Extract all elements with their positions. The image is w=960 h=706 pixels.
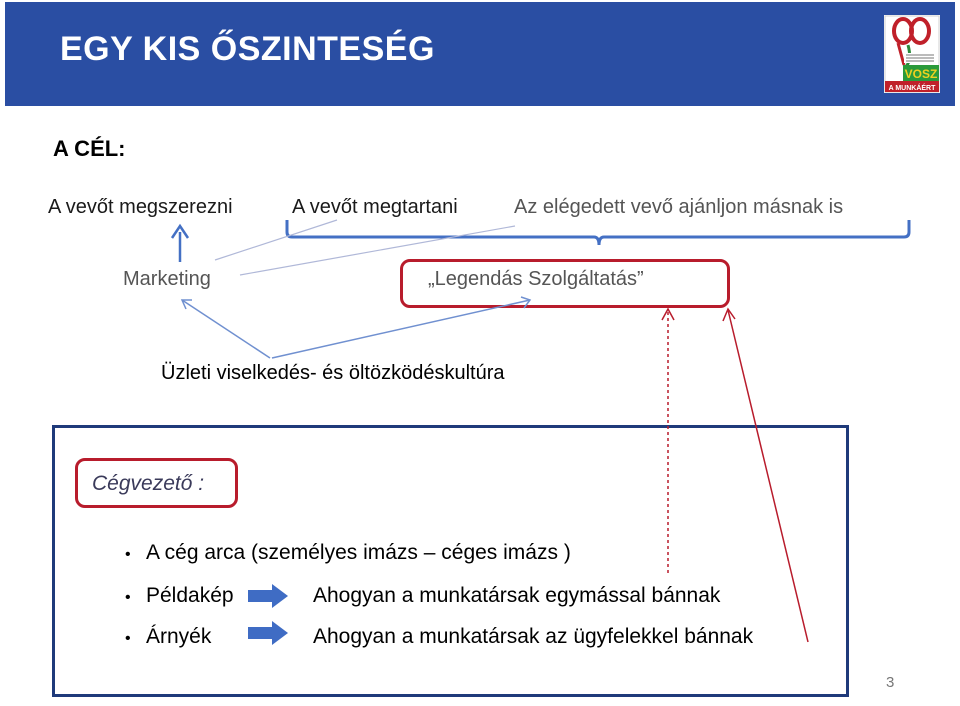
bullet-dot: • — [125, 589, 131, 606]
connector-marketing-retain — [215, 220, 337, 260]
goal-acquire: A vevőt megszerezni — [48, 196, 233, 218]
bullet-dot: • — [125, 630, 131, 647]
bullet-role-model-detail: Ahogyan a munkatársak egymással bánnak — [313, 584, 721, 607]
slide-title: EGY KIS ŐSZINTESÉG — [60, 30, 435, 68]
bullet-shadow-detail: Ahogyan a munkatársak az ügyfelekkel bánnak — [313, 625, 754, 648]
marketing-label: Marketing — [123, 268, 211, 290]
ceo-label: Cégvezető : — [92, 472, 205, 495]
goal-label: A CÉL: — [53, 136, 126, 161]
goal-retain: A vevőt megtartani — [292, 196, 458, 218]
bullet-dot: • — [125, 546, 131, 563]
legendary-service-label: „Legendás Szolgáltatás” — [428, 268, 644, 290]
arrow-shadow-icon — [248, 621, 288, 645]
connector-culture-legendary-head — [521, 297, 530, 308]
connector-culture-legendary — [272, 300, 530, 358]
goal-referral: Az elégedett vevő ajánljon másnak is — [514, 196, 844, 218]
arrow-role-model-icon — [248, 584, 288, 608]
logo-text: VOSZ — [904, 67, 938, 81]
logo-subtext: A MUNKÁÉRT — [888, 85, 936, 92]
goal-brace — [287, 220, 909, 245]
connector-marketing-referral — [240, 226, 515, 275]
diagonal-connector — [728, 310, 808, 642]
bullet-role-model: Példakép — [146, 584, 234, 607]
bullet-shadow: Árnyék — [146, 625, 212, 648]
page-number: 3 — [886, 674, 895, 691]
bullet-company-face: A cég arca (személyes imázs – céges imázs ) — [146, 541, 571, 564]
connector-culture-marketing — [182, 300, 270, 358]
business-culture-label: Üzleti viselkedés- és öltözködéskultúra — [161, 362, 505, 384]
